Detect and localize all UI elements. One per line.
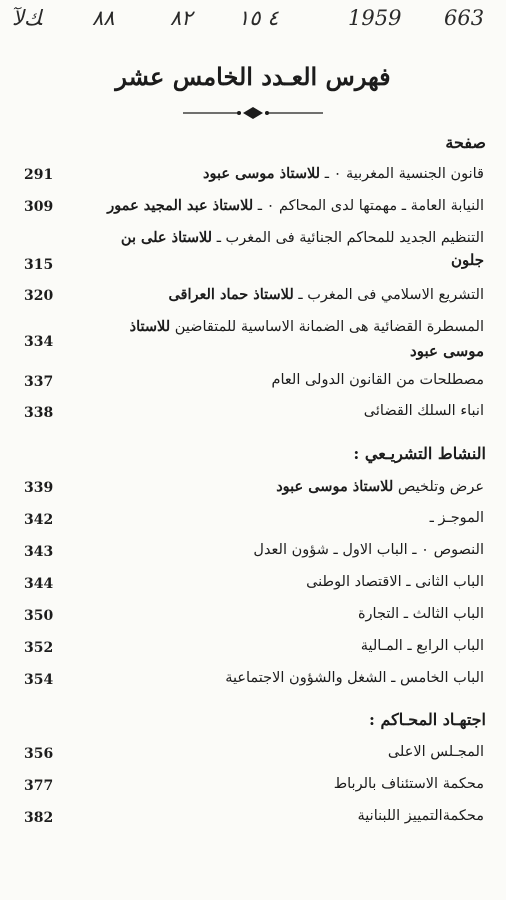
entry-title: النيابة العامة ـ مهمتها لدى المحاكم ٠ ـ <box>253 198 484 214</box>
handwritten-note-1: ﻚﻵ <box>12 6 42 30</box>
entry-page: 350 <box>24 608 54 624</box>
entry-author-continued: موسى عبود <box>410 342 484 360</box>
toc-entry <box>24 606 484 630</box>
entry-author: للاستاذ عبد المجيد عمور <box>107 197 254 214</box>
toc-entry <box>24 670 484 694</box>
toc-entry-continuation <box>24 251 484 275</box>
entry-page: 338 <box>24 405 54 421</box>
entry-author-continued: جلون <box>450 251 484 269</box>
entry-title: الباب الثانى ـ الاقتصاد الوطنى <box>306 574 484 590</box>
toc-entry-continuation <box>24 334 484 366</box>
section-heading: النشاط التشريـعي : <box>353 444 486 463</box>
handwritten-year: 1959 <box>348 6 402 30</box>
entry-author: للاستاذ على بن <box>120 229 213 246</box>
section-heading: اجتهـاد المحـاكم : <box>369 710 486 729</box>
page-title: فهرس العـدد الخامس عشر <box>115 62 391 91</box>
toc-entry <box>24 372 484 396</box>
entry-title: الباب الثالث ـ التجارة <box>357 606 484 622</box>
toc-entry <box>24 286 484 310</box>
toc-entry <box>24 403 484 427</box>
toc-entry <box>24 808 484 832</box>
toc-entry <box>24 229 484 253</box>
entry-title: المسطرة القضائية هى الضمانة الاساسية للمتقاضين <box>170 319 484 335</box>
toc-entry <box>24 542 484 566</box>
entry-author: للاستاذ موسى عبود <box>276 478 394 495</box>
handwritten-note-3: ٨٢ <box>170 6 193 30</box>
entry-title: مصطلحات من القانون الدولى العام <box>271 372 484 388</box>
page-column-label: صفحة <box>445 133 486 152</box>
handwritten-number: 663 <box>444 6 485 30</box>
entry-page: 315 <box>24 257 54 273</box>
entry-page: 352 <box>24 640 54 656</box>
entry-title: النصوص ٠ ـ الباب الاول ـ شؤون العدل <box>253 542 484 558</box>
entry-author: للاستاذ موسى عبود <box>203 165 321 182</box>
toc-entry <box>24 574 484 598</box>
toc-entry <box>24 318 484 342</box>
title-ornament <box>183 107 323 119</box>
toc-entry <box>24 776 484 800</box>
entry-title: التشريع الاسلامي فى المغرب ـ <box>293 287 484 303</box>
handwritten-note-2: ٨٨ <box>92 6 115 30</box>
entry-title: المجـلس الاعلى <box>387 744 484 760</box>
toc-entry <box>24 165 484 189</box>
entry-page: 342 <box>24 512 54 528</box>
entry-page: 344 <box>24 576 54 592</box>
handwritten-note-4: ٤ ١٥ <box>238 6 279 30</box>
toc-entry <box>24 197 484 221</box>
toc-entry <box>24 478 484 502</box>
entry-page: 356 <box>24 746 54 762</box>
toc-entry <box>24 744 484 768</box>
entry-page: 334 <box>24 334 54 350</box>
entry-page: 377 <box>24 778 54 794</box>
entry-page: 354 <box>24 672 54 688</box>
entry-title: عرض وتلخيص <box>393 479 484 495</box>
entry-title: محكمةالتمييز اللبنانية <box>357 808 484 824</box>
entry-title: محكمة الاستئناف بالرباط <box>333 776 484 792</box>
entry-page: 382 <box>24 810 54 826</box>
entry-page: 309 <box>24 199 54 215</box>
entry-title: التنظيم الجديد للمحاكم الجنائية فى المغرب ـ <box>212 230 484 246</box>
entry-title: الباب الرابع ـ المـالية <box>360 638 484 654</box>
entry-page: 337 <box>24 374 54 390</box>
entry-title: قانون الجنسية المغربية ٠ ـ <box>320 166 484 182</box>
entry-title: الباب الخامس ـ الشغل والشؤون الاجتماعية <box>225 670 484 686</box>
entry-page: 291 <box>24 167 54 183</box>
entry-title: الموجـز ـ <box>429 510 484 526</box>
entry-author: للاستاذ <box>129 318 171 335</box>
entry-page: 343 <box>24 544 54 560</box>
entry-page: 339 <box>24 480 54 496</box>
entry-title: انباء السلك القضائى <box>363 403 484 419</box>
entry-author: للاستاذ حماد العراقى <box>168 286 294 303</box>
toc-entry <box>24 510 484 534</box>
entry-page: 320 <box>24 288 54 304</box>
toc-entry <box>24 638 484 662</box>
